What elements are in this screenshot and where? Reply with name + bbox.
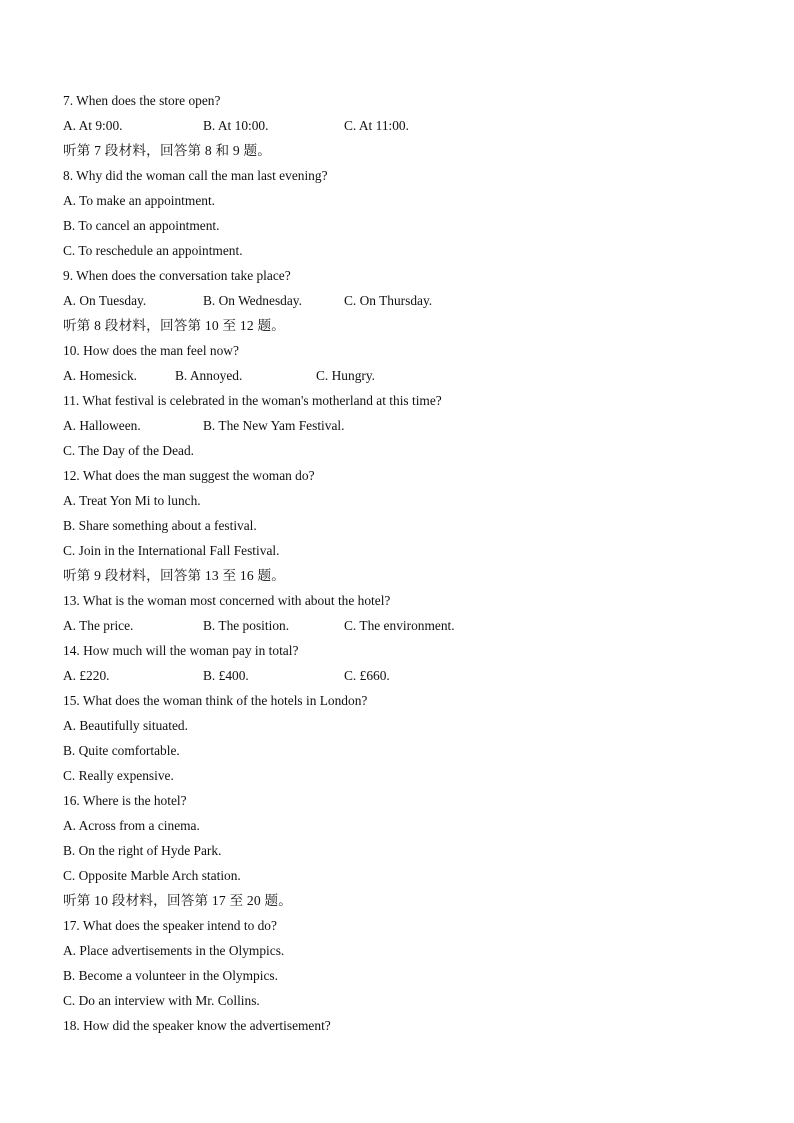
question-text: 12. What does the man suggest the woman do? xyxy=(63,468,315,483)
answer-option: C. £660. xyxy=(344,668,390,683)
answer-option: A. £220. xyxy=(63,668,110,683)
answer-option: B. The New Yam Festival. xyxy=(203,418,345,433)
answer-option: B. On Wednesday. xyxy=(203,293,302,308)
answer-option: C. Really expensive. xyxy=(63,768,174,783)
answer-options-row xyxy=(63,363,743,388)
answer-option: C. At 11:00. xyxy=(344,118,409,133)
section-instruction: 听第 7 段材料，回答第 8 和 9 题。 xyxy=(63,143,272,158)
answer-option: A. At 9:00. xyxy=(63,118,123,133)
answer-option: B. Share something about a festival. xyxy=(63,518,257,533)
answer-option: A. The price. xyxy=(63,618,134,633)
answer-options-row xyxy=(63,613,743,638)
answer-option: B. Annoyed. xyxy=(175,368,243,383)
answer-option: B. Quite comfortable. xyxy=(63,743,180,758)
question-text: 17. What does the speaker intend to do? xyxy=(63,918,277,933)
section-instruction: 听第 8 段材料，回答第 10 至 12 题。 xyxy=(63,318,286,333)
listening-questions xyxy=(63,88,743,1038)
question-text: 18. How did the speaker know the advertisement? xyxy=(63,1018,331,1033)
answer-option: C. To reschedule an appointment. xyxy=(63,243,243,258)
section-instruction: 听第 10 段材料，回答第 17 至 20 题。 xyxy=(63,893,293,908)
answer-option: A. Halloween. xyxy=(63,418,141,433)
question-text: 8. Why did the woman call the man last evening? xyxy=(63,168,328,183)
answer-option: B. On the right of Hyde Park. xyxy=(63,843,222,858)
answer-option: B. To cancel an appointment. xyxy=(63,218,220,233)
answer-options-row xyxy=(63,663,743,688)
answer-options-row xyxy=(63,413,743,438)
question-text: 15. What does the woman think of the hotels in London? xyxy=(63,693,368,708)
answer-option: C. Join in the International Fall Festival. xyxy=(63,543,280,558)
answer-option: C. The environment. xyxy=(344,618,455,633)
answer-option: C. Hungry. xyxy=(316,368,376,383)
answer-option: A. Place advertisements in the Olympics. xyxy=(63,943,285,958)
answer-option: A. To make an appointment. xyxy=(63,193,216,208)
answer-option: A. Homesick. xyxy=(63,368,138,383)
answer-option: B. At 10:00. xyxy=(203,118,269,133)
answer-option: B. Become a volunteer in the Olympics. xyxy=(63,968,278,983)
answer-option: A. Beautifully situated. xyxy=(63,718,188,733)
question-text: 14. How much will the woman pay in total? xyxy=(63,643,299,658)
question-text: 7. When does the store open? xyxy=(63,93,221,108)
answer-option: C. On Thursday. xyxy=(344,293,433,308)
answer-option: C. Do an interview with Mr. Collins. xyxy=(63,993,260,1008)
question-text: 9. When does the conversation take place? xyxy=(63,268,291,283)
question-text: 13. What is the woman most concerned with about the hotel? xyxy=(63,593,391,608)
answer-option: A. Across from a cinema. xyxy=(63,818,200,833)
answer-option: B. £400. xyxy=(203,668,249,683)
answer-options-row xyxy=(63,288,743,313)
question-text: 10. How does the man feel now? xyxy=(63,343,239,358)
answer-option: C. Opposite Marble Arch station. xyxy=(63,868,241,883)
answer-options-row xyxy=(63,113,743,138)
question-text: 16. Where is the hotel? xyxy=(63,793,187,808)
answer-option: B. The position. xyxy=(203,618,290,633)
answer-option: A. On Tuesday. xyxy=(63,293,147,308)
question-text: 11. What festival is celebrated in the woman's motherland at this time? xyxy=(63,393,442,408)
answer-option: C. The Day of the Dead. xyxy=(63,443,195,458)
section-instruction: 听第 9 段材料，回答第 13 至 16 题。 xyxy=(63,568,286,583)
answer-option: A. Treat Yon Mi to lunch. xyxy=(63,493,201,508)
